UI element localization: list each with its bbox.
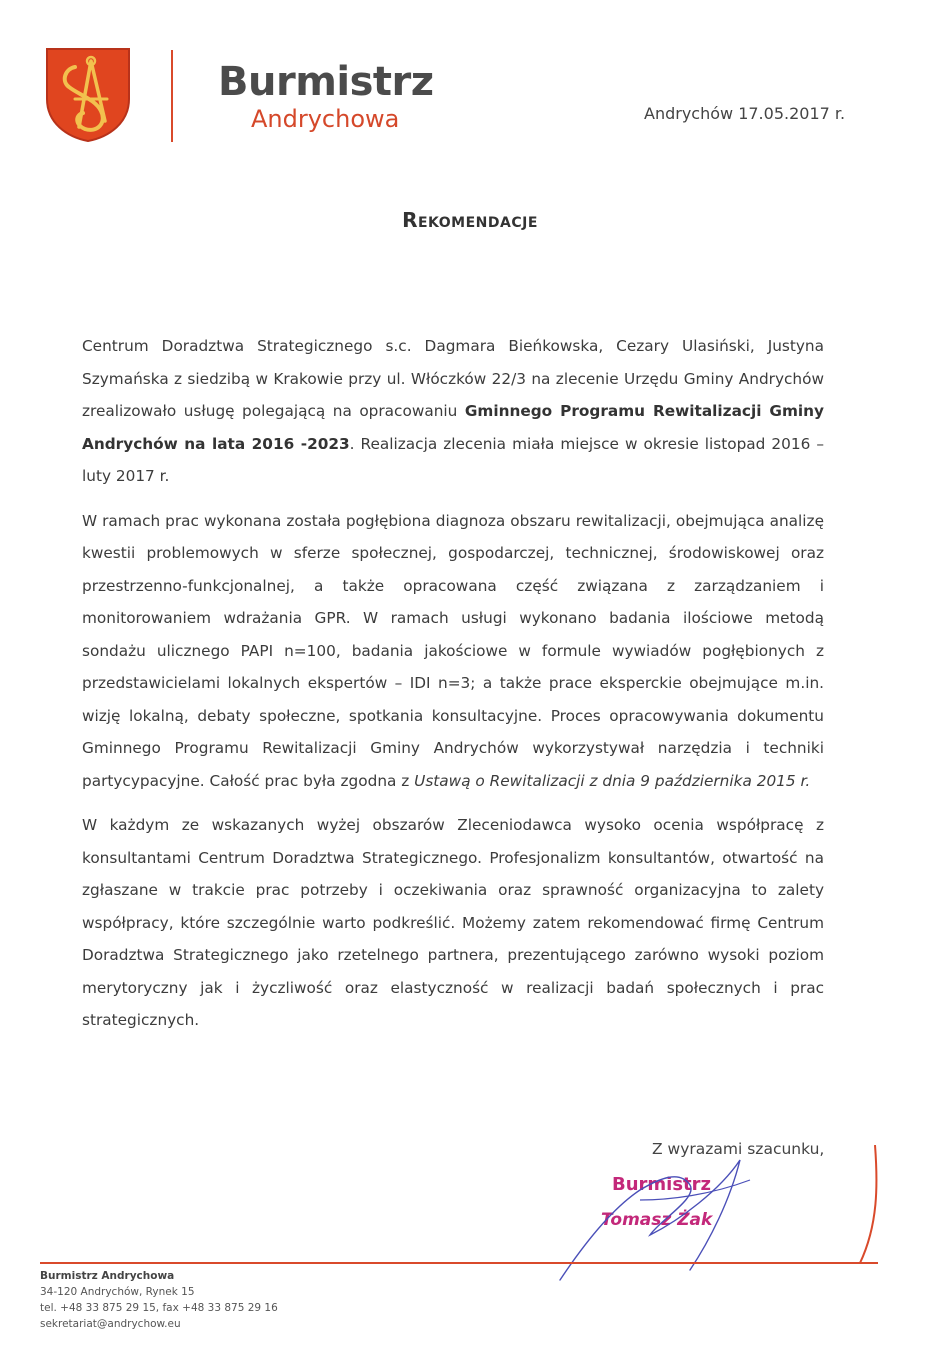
closing-text: Z wyrazami szacunku,: [652, 1140, 825, 1158]
paragraph-3: W każdym ze wskazanych wyżej obszarów Zleceniodawca wysoko ocenia współpracę z konsultantami Centrum Doradztwa Strategicznego. Profesjonalizm konsultantów, otwartość na zgłaszane w trakcie prac potrzeby i oczekiwania oraz sprawność organizacyjna to zalety współpracy, które szczególnie warto podkreślić. Możemy zatem rekomendować firmę Centrum Doradztwa Strategicznego jako rzetelnego partnera, prezentującego zarówno wysoki poziom merytoryczny jak i życzliwość oraz elastyczność w realizacji badań społecznych i prac strategicznych.: [82, 816, 824, 1029]
document-body: [82, 330, 824, 1049]
header-title: Burmistrz: [218, 59, 434, 105]
footer-curve: [800, 1145, 880, 1265]
program-name: Gminnego Programu Rewitalizacji Gminy Andrychów na lata 2016 -2023: [82, 402, 824, 453]
handwritten-signature: [540, 1140, 780, 1290]
footer-phone: tel. +48 33 875 29 15, fax +48 33 875 29 16: [40, 1302, 278, 1314]
header-subtitle: Andrychowa: [251, 105, 400, 133]
law-reference: Ustawą o Rewitalizacji z dnia 9 października 2015 r.: [414, 771, 811, 790]
stamp-role: Burmistrz: [612, 1174, 712, 1195]
footer-name: Burmistrz Andrychowa: [40, 1270, 175, 1282]
paragraph-2-text: W ramach prac wykonana została pogłębiona diagnoza obszaru rewitalizacji, obejmująca analizę kwestii problemowych w sferze społecznej, gospodarczej, technicznej, środowiskowej oraz przestrzenno-funkcjonalnej, a także opracowana część związana z zarządzaniem i monitorowaniem wdrażania GPR. W ramach usługi wykonano badania ilościowe metodą sondażu ulicznego PAPI n=100, badania jakościowe w formule wywiadów pogłębionych z przedstawicielami lokalnych ekspertów – IDI n=3; a także prace eksperckie obejmujące m.in. wizję lokalną, debaty społeczne, spotkania konsultacyjne. Proces opracowywania dokumentu Gminnego Programu Rewitalizacji Gminy Andrychów wykorzystywał narzędzia i techniki partycypacyjne. Całość prac była zgodna z: [82, 511, 824, 790]
footer-address: 34-120 Andrychów, Rynek 15: [40, 1286, 195, 1298]
footer: [40, 1268, 278, 1332]
paragraph-1: [82, 330, 824, 493]
header-divider: [171, 50, 173, 142]
paragraph-1-text-b: . Realizacja zlecenia miała miejsce w okresie listopad 2016 – luty 2017 r.: [82, 434, 824, 485]
document-heading: Rekomendacje: [402, 208, 538, 232]
paragraph-2: [82, 505, 824, 798]
paragraph-1-text-a: Centrum Doradztwa Strategicznego s.c. Dagmara Bieńkowska, Cezary Ulasiński, Justyna Szymańska z siedzibą w Krakowie przy ul. Włóczków 22/3 na zlecenie Urzędu Gminy Andrychów zrealizowało usługę polegającą na opracowaniu: [82, 337, 824, 420]
footer-divider: [40, 1262, 878, 1264]
crest-logo: [45, 47, 131, 143]
footer-email: sekretariat@andrychow.eu: [40, 1318, 181, 1330]
document-date: Andrychów 17.05.2017 r.: [644, 104, 846, 123]
stamp-name: Tomasz Żak: [601, 1210, 713, 1230]
